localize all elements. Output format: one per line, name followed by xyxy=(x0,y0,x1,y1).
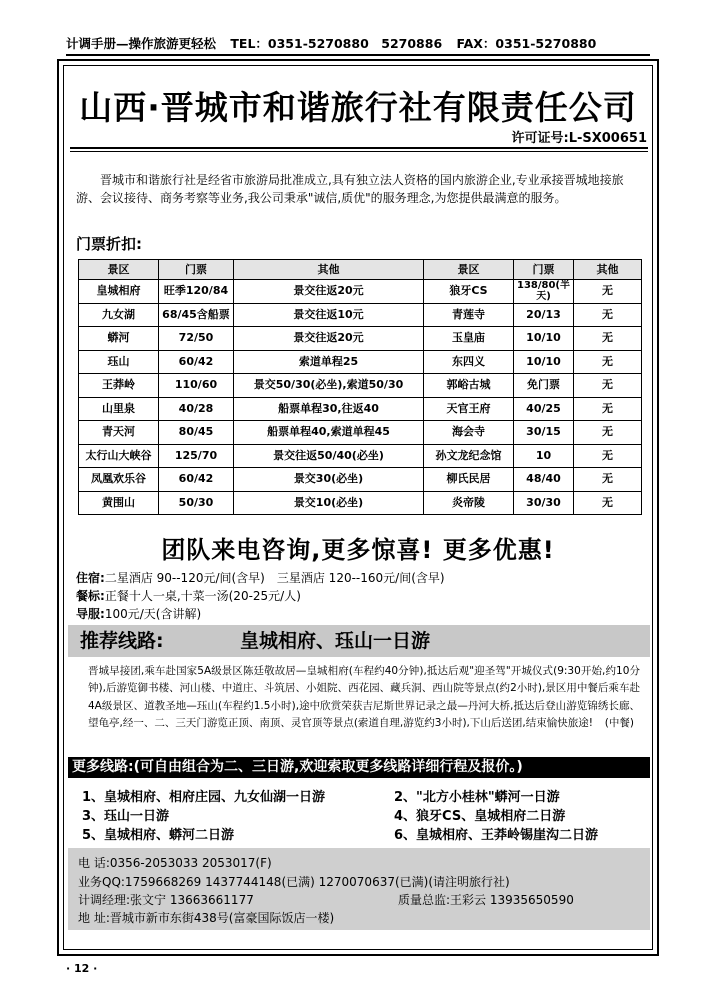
running-header xyxy=(66,34,650,56)
list-item: 5、皇城相府、蟒河二日游 xyxy=(82,828,235,843)
table-cell: 山里泉 xyxy=(79,397,159,421)
col-header: 门票 xyxy=(159,260,234,280)
table-cell: 40/25 xyxy=(514,397,574,421)
table-cell: 柳氏民居 xyxy=(424,468,514,492)
table-row xyxy=(79,350,642,374)
meals-text: 正餐十人一桌,十菜一汤(20-25元/人) xyxy=(104,589,301,603)
list-item: 4、狼牙CS、皇城相府二日游 xyxy=(394,809,566,824)
page-number: · 12 · xyxy=(66,962,98,975)
more-routes-banner-text: 更多线路:(可自由组合为二、三日游,欢迎索取更多线路详细行程及报价。) xyxy=(72,759,523,775)
table-cell: 无 xyxy=(574,303,642,327)
table-row xyxy=(79,397,642,421)
list-item: 2、"北方小桂林"蟒河一日游 xyxy=(394,790,560,805)
table-cell: 50/30 xyxy=(159,491,234,515)
table-cell: 10 xyxy=(514,444,574,468)
table-cell: 景交50/30(必坐),索道50/30 xyxy=(234,374,424,398)
table-cell: 无 xyxy=(574,397,642,421)
ticket-price-table xyxy=(78,259,642,515)
table-cell: 10/10 xyxy=(514,350,574,374)
header-fax: FAX：0351-5270880 xyxy=(456,36,597,51)
table-cell: 青莲寺 xyxy=(424,303,514,327)
table-cell: 20/13 xyxy=(514,303,574,327)
table-cell: 景交往返20元 xyxy=(234,280,424,304)
title-divider-thin xyxy=(70,151,648,152)
contact-address: 地 址:晋城市新市东街438号(富豪国际饭店一楼) xyxy=(78,911,335,925)
table-cell: 炎帝陵 xyxy=(424,491,514,515)
table-cell: 九女湖 xyxy=(79,303,159,327)
table-row xyxy=(79,444,642,468)
table-cell: 景交30(必坐) xyxy=(234,468,424,492)
table-cell: 无 xyxy=(574,327,642,351)
itinerary-meal-note: (中餐) xyxy=(604,717,634,730)
meals-label: 餐标: xyxy=(76,589,105,603)
table-cell: 80/45 xyxy=(159,421,234,445)
table-cell: 138/80(半天) xyxy=(514,280,574,304)
table-cell: 黄围山 xyxy=(79,491,159,515)
table-cell: 船票单程30,往返40 xyxy=(234,397,424,421)
table-cell: 60/42 xyxy=(159,468,234,492)
lodging-label: 住宿: xyxy=(76,571,105,585)
table-cell: 旺季120/84 xyxy=(159,280,234,304)
itinerary-text xyxy=(88,663,640,733)
lodging-line xyxy=(76,570,445,587)
header-title: 计调手册—操作旅游更轻松 xyxy=(66,36,217,51)
lodging-text: 二星酒店 90--120元/间(含早) 三星酒店 120--160元/间(含早) xyxy=(104,571,445,585)
recommended-route-bar xyxy=(68,625,650,657)
table-cell: 无 xyxy=(574,421,642,445)
col-header: 其他 xyxy=(234,260,424,280)
ticket-discount-heading: 门票折扣: xyxy=(76,235,142,253)
contact-box xyxy=(68,848,650,930)
contact-phone: 电 话:0356-2053033 2053017(F) xyxy=(78,856,272,870)
table-cell: 蟒河 xyxy=(79,327,159,351)
table-cell: 郭峪古城 xyxy=(424,374,514,398)
table-row xyxy=(79,468,642,492)
table-header-row xyxy=(79,260,642,280)
table-cell: 60/42 xyxy=(159,350,234,374)
company-name: 山西·晋城市和谐旅行社有限责任公司 xyxy=(79,88,637,127)
table-row xyxy=(79,280,642,304)
table-cell: 48/40 xyxy=(514,468,574,492)
table-cell: 10/10 xyxy=(514,327,574,351)
table-cell: 无 xyxy=(574,468,642,492)
table-cell: 凤凰欢乐谷 xyxy=(79,468,159,492)
title-divider xyxy=(70,147,648,149)
header-tel: TEL：0351-5270880 5270886 xyxy=(230,36,443,51)
table-cell: 景交10(必坐) xyxy=(234,491,424,515)
table-cell: 30/30 xyxy=(514,491,574,515)
table-cell: 太行山大峡谷 xyxy=(79,444,159,468)
table-cell: 无 xyxy=(574,374,642,398)
table-cell: 40/28 xyxy=(159,397,234,421)
col-header: 门票 xyxy=(514,260,574,280)
promo-slogan: 团队来电咨询,更多惊喜! 更多优惠! xyxy=(161,536,555,564)
contact-quality: 质量总监:王彩云 13935650590 xyxy=(398,893,574,907)
contact-manager: 计调经理:张文宁 13663661177 xyxy=(78,893,254,907)
table-cell: 青天河 xyxy=(79,421,159,445)
more-routes-banner xyxy=(68,757,650,778)
table-cell: 68/45含船票 xyxy=(159,303,234,327)
company-intro: 晋城市和谐旅行社是经省市旅游局批准成立,具有独立法人资格的国内旅游企业,专业承接晋城地接旅游、会议接待、商务考察等业务,我公司秉承"诚信,质优"的服务理念,为您提供最满意的服务。 xyxy=(76,173,624,205)
table-cell: 珏山 xyxy=(79,350,159,374)
table-cell: 景交往返20元 xyxy=(234,327,424,351)
table-cell: 30/15 xyxy=(514,421,574,445)
table-cell: 免门票 xyxy=(514,374,574,398)
table-cell: 无 xyxy=(574,491,642,515)
table-cell: 皇城相府 xyxy=(79,280,159,304)
col-header: 其他 xyxy=(574,260,642,280)
table-row xyxy=(79,374,642,398)
col-header: 景区 xyxy=(79,260,159,280)
guide-label: 导服: xyxy=(76,607,105,621)
itinerary-body: 晋城早接团,乘车赴国家5A级景区陈廷敬故居—皇城相府(车程约40分钟),抵达后观"迎圣驾"开城仪式(9:30开始,约10分钟),后游览御书楼、河山楼、中道庄、斗筑居、小姐院、西花园、藏兵洞、西山院等景点(约2小时),景区用中餐后乘车赴4A级景区、道教圣地—珏山(车程约1.5小时),途中欣赏荣获吉尼斯世界记录之最—丹河大桥,抵达后登山游览锦绣长廊、望龟亭,经一、二、三天门游览正顶、南顶、灵官顶等景点(索道自理,游览约3小时),下山后送团,结束愉快旅途! xyxy=(88,665,640,730)
table-cell: 无 xyxy=(574,444,642,468)
table-cell: 110/60 xyxy=(159,374,234,398)
license-number: 许可证号:L-SX00651 xyxy=(511,131,647,146)
table-row xyxy=(79,491,642,515)
contact-qq: 业务QQ:1759668269 1437744148(已满) 1270070637(已满)(请注明旅行社) xyxy=(78,875,510,889)
list-item: 6、皇城相府、王莽岭锡崖沟二日游 xyxy=(394,828,599,843)
list-item: 3、珏山一日游 xyxy=(82,809,170,824)
table-row xyxy=(79,327,642,351)
guide-text: 100元/天(含讲解) xyxy=(104,607,202,621)
table-cell: 海会寺 xyxy=(424,421,514,445)
recommended-label: 推荐线路: xyxy=(80,630,164,652)
table-cell: 景交往返10元 xyxy=(234,303,424,327)
table-row xyxy=(79,303,642,327)
table-cell: 景交往返50/40(必坐) xyxy=(234,444,424,468)
table-row xyxy=(79,421,642,445)
table-cell: 王莽岭 xyxy=(79,374,159,398)
table-cell: 72/50 xyxy=(159,327,234,351)
meals-line xyxy=(76,588,301,605)
recommended-route-name: 皇城相府、珏山一日游 xyxy=(240,630,431,652)
table-cell: 无 xyxy=(574,280,642,304)
table-cell: 索道单程25 xyxy=(234,350,424,374)
table-cell: 狼牙CS xyxy=(424,280,514,304)
table-cell: 船票单程40,索道单程45 xyxy=(234,421,424,445)
table-cell: 东四义 xyxy=(424,350,514,374)
table-cell: 孙文龙纪念馆 xyxy=(424,444,514,468)
col-header: 景区 xyxy=(424,260,514,280)
guide-line xyxy=(76,606,201,623)
table-cell: 无 xyxy=(574,350,642,374)
list-item: 1、皇城相府、相府庄园、九女仙湖一日游 xyxy=(82,790,326,805)
table-cell: 125/70 xyxy=(159,444,234,468)
table-cell: 天官王府 xyxy=(424,397,514,421)
table-cell: 玉皇庙 xyxy=(424,327,514,351)
